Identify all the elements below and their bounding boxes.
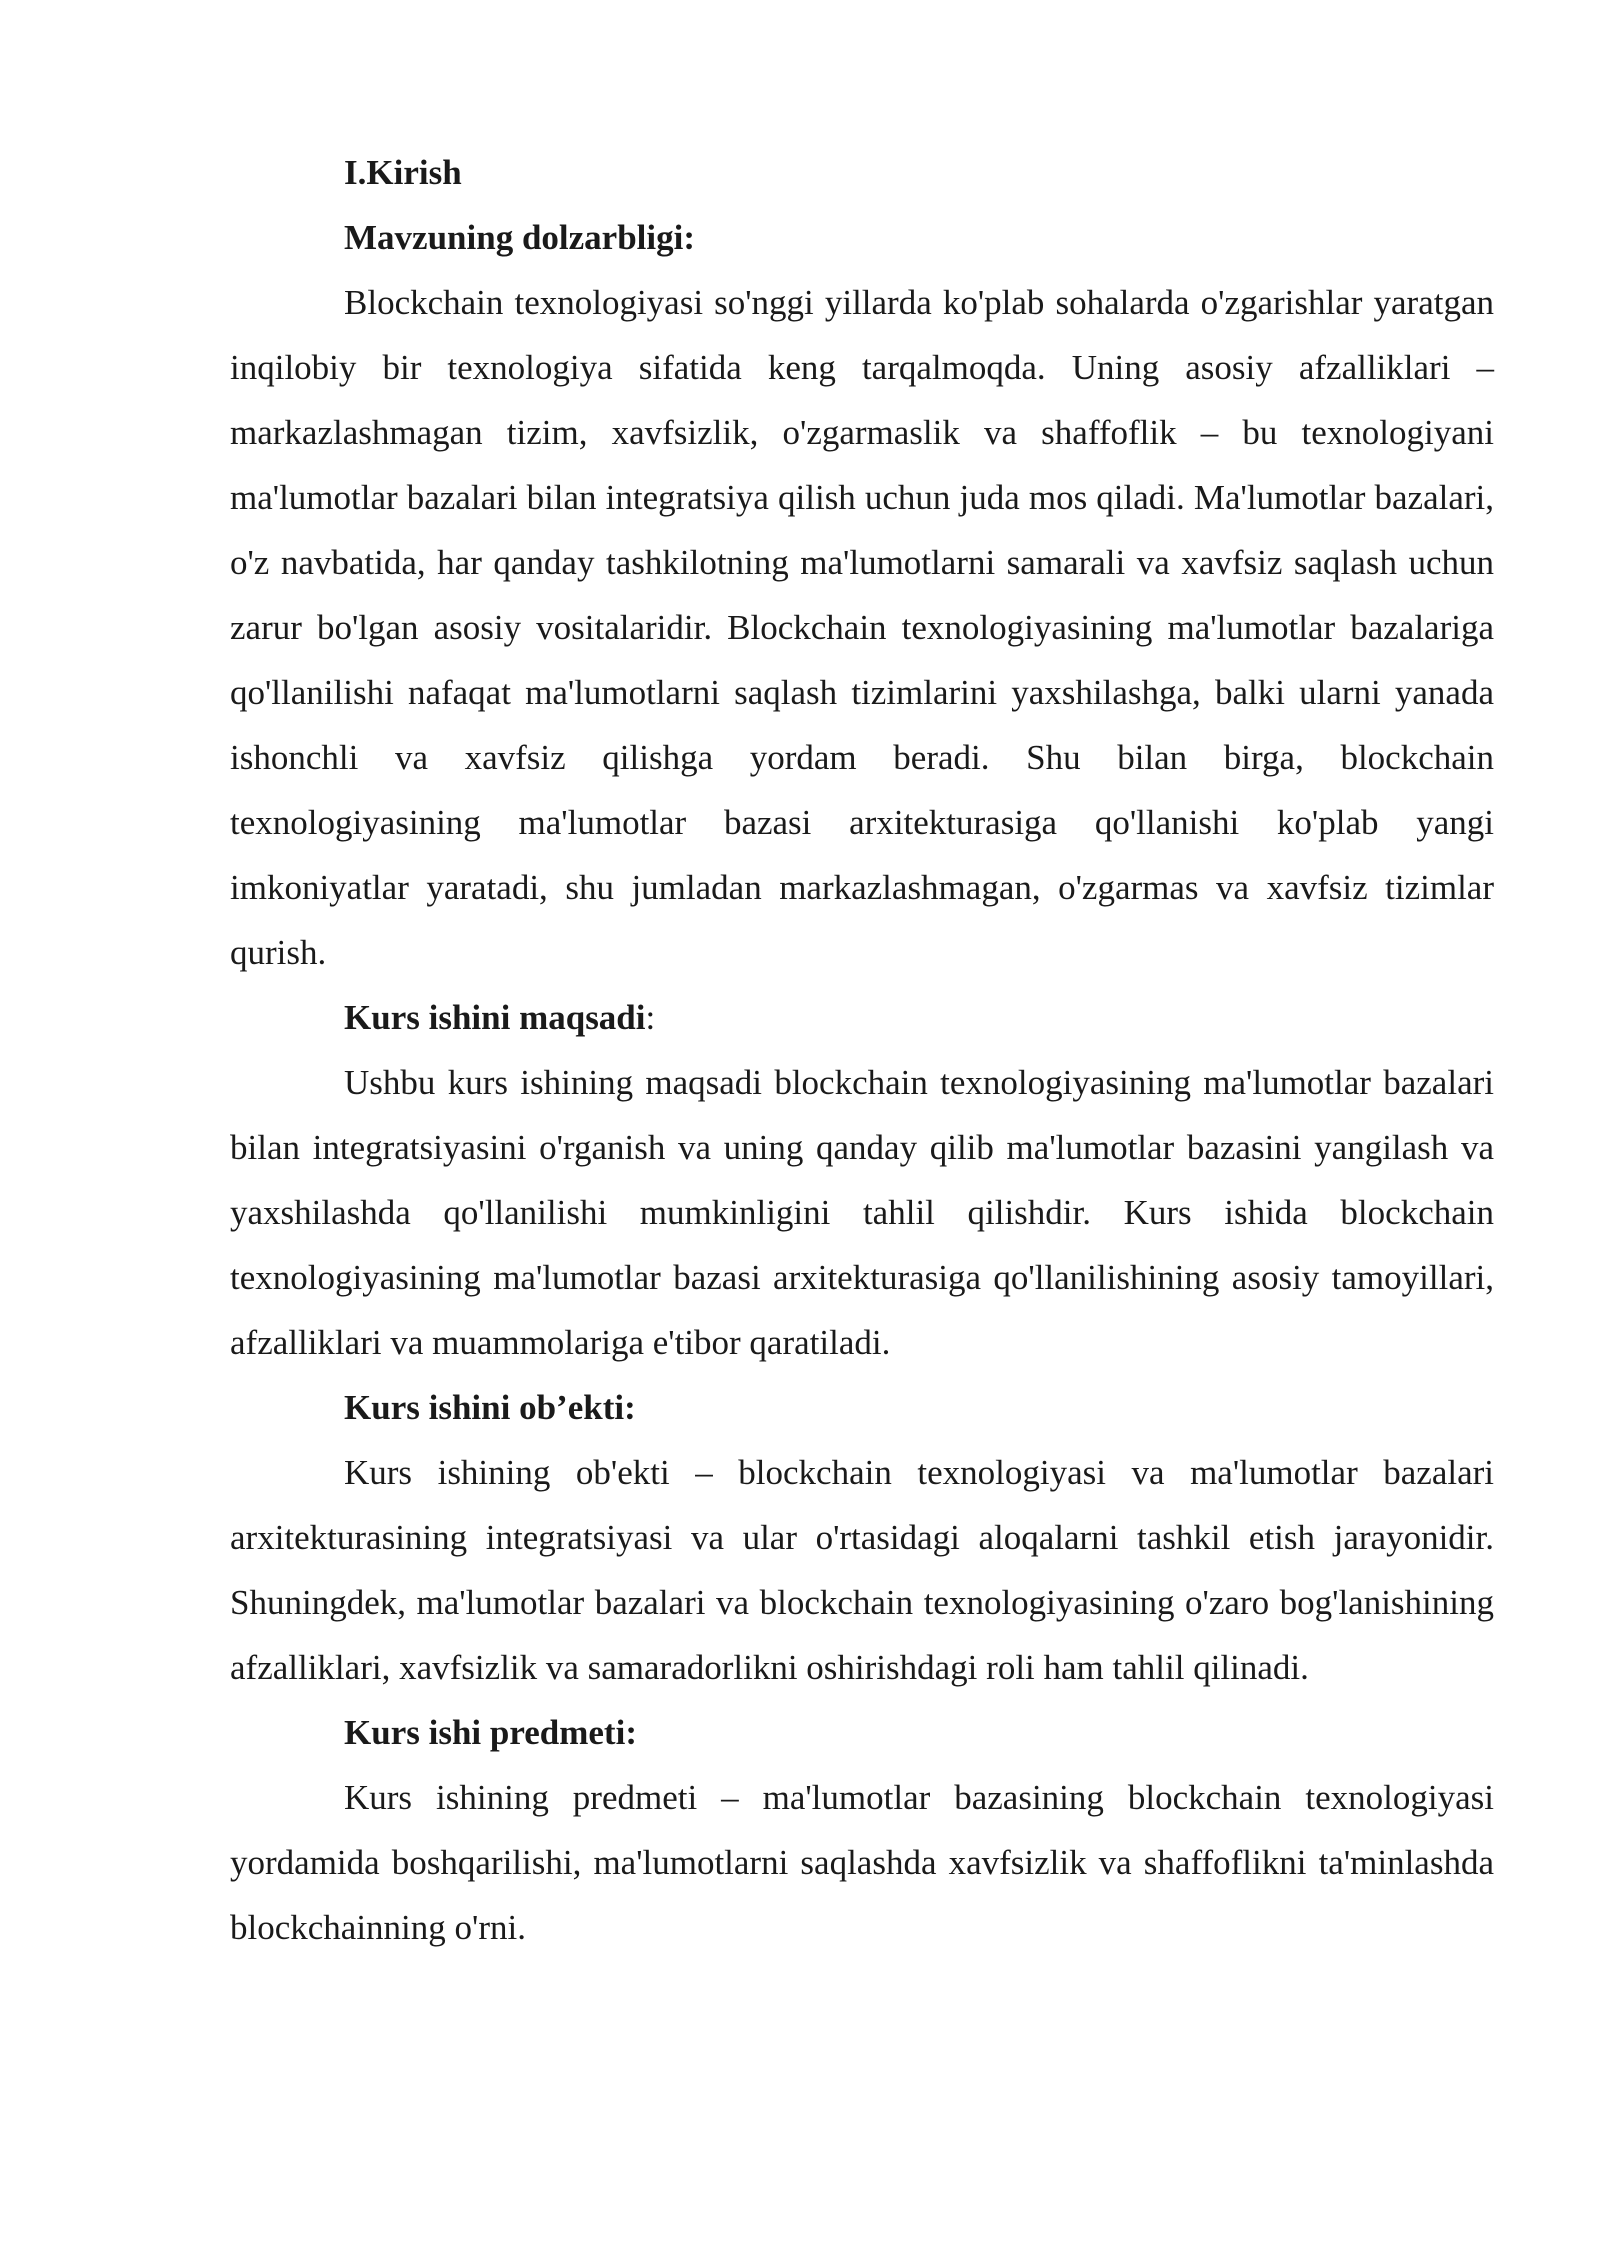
heading-maqsadi-colon: : <box>645 998 656 1037</box>
paragraph-obekti: Kurs ishining ob'ekti – blockchain texnologiyasi va ma'lumotlar bazalari arxitekturasining integratsiyasi va ular o'rtasidagi aloqalarni tashkil etish jarayonidir. Shuningdek, ma'lumotlar bazalari va blockchain texnologiyasining o'zaro bog'lanishining afzalliklari, xavfsizlik va samaradorlikni oshirishdagi roli ham tahlil qilinadi. <box>230 1453 1494 1687</box>
section-title: I.Kirish <box>344 153 462 192</box>
heading-obekti: Kurs ishini ob’ekti: <box>344 1388 636 1427</box>
paragraph-predmeti: Kurs ishining predmeti – ma'lumotlar bazasining blockchain texnologiyasi yordamida boshqarilishi, ma'lumotlarni saqlashda xavfsizlik va shaffoflikni ta'minlashda blockchainning o'rni. <box>230 1778 1494 1947</box>
document-page <box>230 140 1494 1960</box>
heading-maqsadi <box>230 985 1494 1050</box>
heading-predmeti: Kurs ishi predmeti: <box>344 1713 637 1752</box>
paragraph-dolzarbligi: Blockchain texnologiyasi so'nggi yillarda ko'plab sohalarda o'zgarishlar yaratgan inqilobiy bir texnologiya sifatida keng tarqalmoqda. Uning asosiy afzalliklari – markazlashmagan tizim, xavfsizlik, o'zgarmaslik va shaffoflik – bu texnologiyani ma'lumotlar bazalari bilan integratsiya qilish uchun juda mos qiladi. Ma'lumotlar bazalari, o'z navbatida, har qanday tashkilotning ma'lumotlarni samarali va xavfsiz saqlash uchun zarur bo'lgan asosiy vositalaridir. Blockchain texnologiyasining ma'lumotlar bazalariga qo'llanilishi nafaqat ma'lumotlarni saqlash tizimlarini yaxshilashga, balki ularni yanada ishonchli va xavfsiz qilishga yordam beradi. Shu bilan birga, blockchain texnologiyasining ma'lumotlar bazasi arxitekturasiga qo'llanishi ko'plab yangi imkoniyatlar yaratadi, shu jumladan markazlashmagan, o'zgarmas va xavfsiz tizimlar qurish. <box>230 283 1494 972</box>
heading-maqsadi-text: Kurs ishini maqsadi <box>344 998 646 1037</box>
paragraph-maqsadi: Ushbu kurs ishining maqsadi blockchain texnologiyasining ma'lumotlar bazalari bilan integratsiyasini o'rganish va uning qanday qilib ma'lumotlar bazasini yangilash va yaxshilashda qo'llanilishi mumkinligini tahlil qilishdir. Kurs ishida blockchain texnologiyasining ma'lumotlar bazasi arxitekturasiga qo'llanilishining asosiy tamoyillari, afzalliklari va muammolariga e'tibor qaratiladi. <box>230 1063 1494 1362</box>
heading-dolzarbligi: Mavzuning dolzarbligi: <box>344 218 695 257</box>
